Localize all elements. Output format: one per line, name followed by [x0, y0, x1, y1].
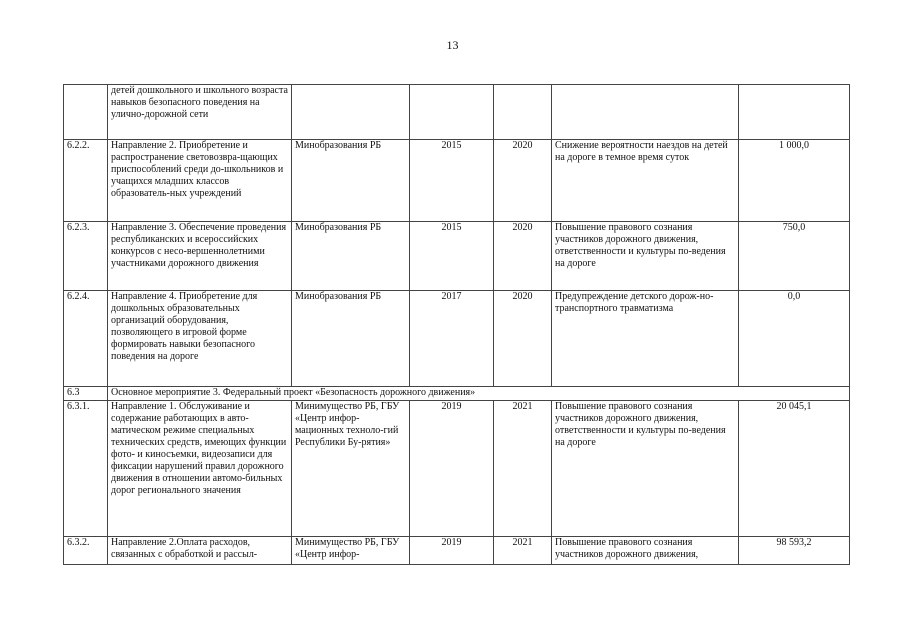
row-number	[64, 85, 108, 140]
page-number: 13	[446, 38, 459, 52]
section-title: Основное мероприятие 3. Федеральный проект «Безопасность дорожного движения»	[108, 387, 850, 401]
expected-result: Снижение вероятности наездов на детей на дороге в темное время суток	[552, 140, 739, 222]
row-number: 6.3.1.	[64, 401, 108, 537]
funding-amount: 1 000,0	[739, 140, 850, 222]
executor: Минобразования РБ	[292, 222, 410, 291]
executor: Минимущество РБ, ГБУ «Центр инфор-	[292, 537, 410, 565]
end-year	[494, 85, 552, 140]
measures-table	[63, 84, 850, 565]
table-row	[64, 222, 850, 291]
measure-name: Направление 2.Оплата расходов, связанных с обработкой и рассыл-	[108, 537, 292, 565]
measure-name: детей дошкольного и школьного возраста навыков безопасного поведения на улично-дорожной сети	[108, 85, 292, 140]
measure-name: Направление 1. Обслуживание и содержание работающих в авто-матическом режиме специальных технических средств, имеющих функции фото- и киносъемки, видеозаписи для фиксации нарушений правил дорожного движения в отношении автомо-бильных дорог регионального значения	[108, 401, 292, 537]
end-year: 2020	[494, 140, 552, 222]
expected-result: Повышение правового сознания участников дорожного движения, ответственности и культуры по-ведения на дороге	[552, 222, 739, 291]
table-row	[64, 85, 850, 140]
table-row	[64, 537, 850, 565]
row-number: 6.2.2.	[64, 140, 108, 222]
start-year	[410, 85, 494, 140]
executor: Минимущество РБ, ГБУ «Центр инфор-мационных техноло-гий Республики Бу-рятия»	[292, 401, 410, 537]
funding-amount: 750,0	[739, 222, 850, 291]
funding-amount: 98 593,2	[739, 537, 850, 565]
funding-amount: 20 045,1	[739, 401, 850, 537]
expected-result	[552, 85, 739, 140]
start-year: 2019	[410, 401, 494, 537]
executor: Минобразования РБ	[292, 291, 410, 387]
end-year: 2021	[494, 401, 552, 537]
section-number: 6.3	[64, 387, 108, 401]
start-year: 2015	[410, 140, 494, 222]
start-year: 2017	[410, 291, 494, 387]
end-year: 2020	[494, 222, 552, 291]
funding-amount: 0,0	[739, 291, 850, 387]
executor	[292, 85, 410, 140]
expected-result: Повышение правового сознания участников дорожного движения, ответственности и культуры по-ведения на дороге	[552, 401, 739, 537]
measure-name: Направление 2. Приобретение и распространение световозвра-щающих приспособлений среди до-школьников и учащихся младших классов образователь-ных учреждений	[108, 140, 292, 222]
section-row	[64, 387, 850, 401]
table-row	[64, 291, 850, 387]
start-year: 2019	[410, 537, 494, 565]
expected-result: Предупреждение детского дорож-но-транспортного травматизма	[552, 291, 739, 387]
row-number: 6.3.2.	[64, 537, 108, 565]
measure-name: Направление 3. Обеспечение проведения республиканских и всероссийских конкурсов с несо-вершеннолетними участниками дорожного движения	[108, 222, 292, 291]
end-year: 2021	[494, 537, 552, 565]
start-year: 2015	[410, 222, 494, 291]
row-number: 6.2.3.	[64, 222, 108, 291]
funding-amount	[739, 85, 850, 140]
table-row	[64, 401, 850, 537]
end-year: 2020	[494, 291, 552, 387]
table-row	[64, 140, 850, 222]
measure-name: Направление 4. Приобретение для дошкольных образовательных организаций оборудования, позволяющего в игровой форме формировать навыки безопасного поведения на дороге	[108, 291, 292, 387]
expected-result: Повышение правового сознания участников дорожного движения,	[552, 537, 739, 565]
row-number: 6.2.4.	[64, 291, 108, 387]
executor: Минобразования РБ	[292, 140, 410, 222]
